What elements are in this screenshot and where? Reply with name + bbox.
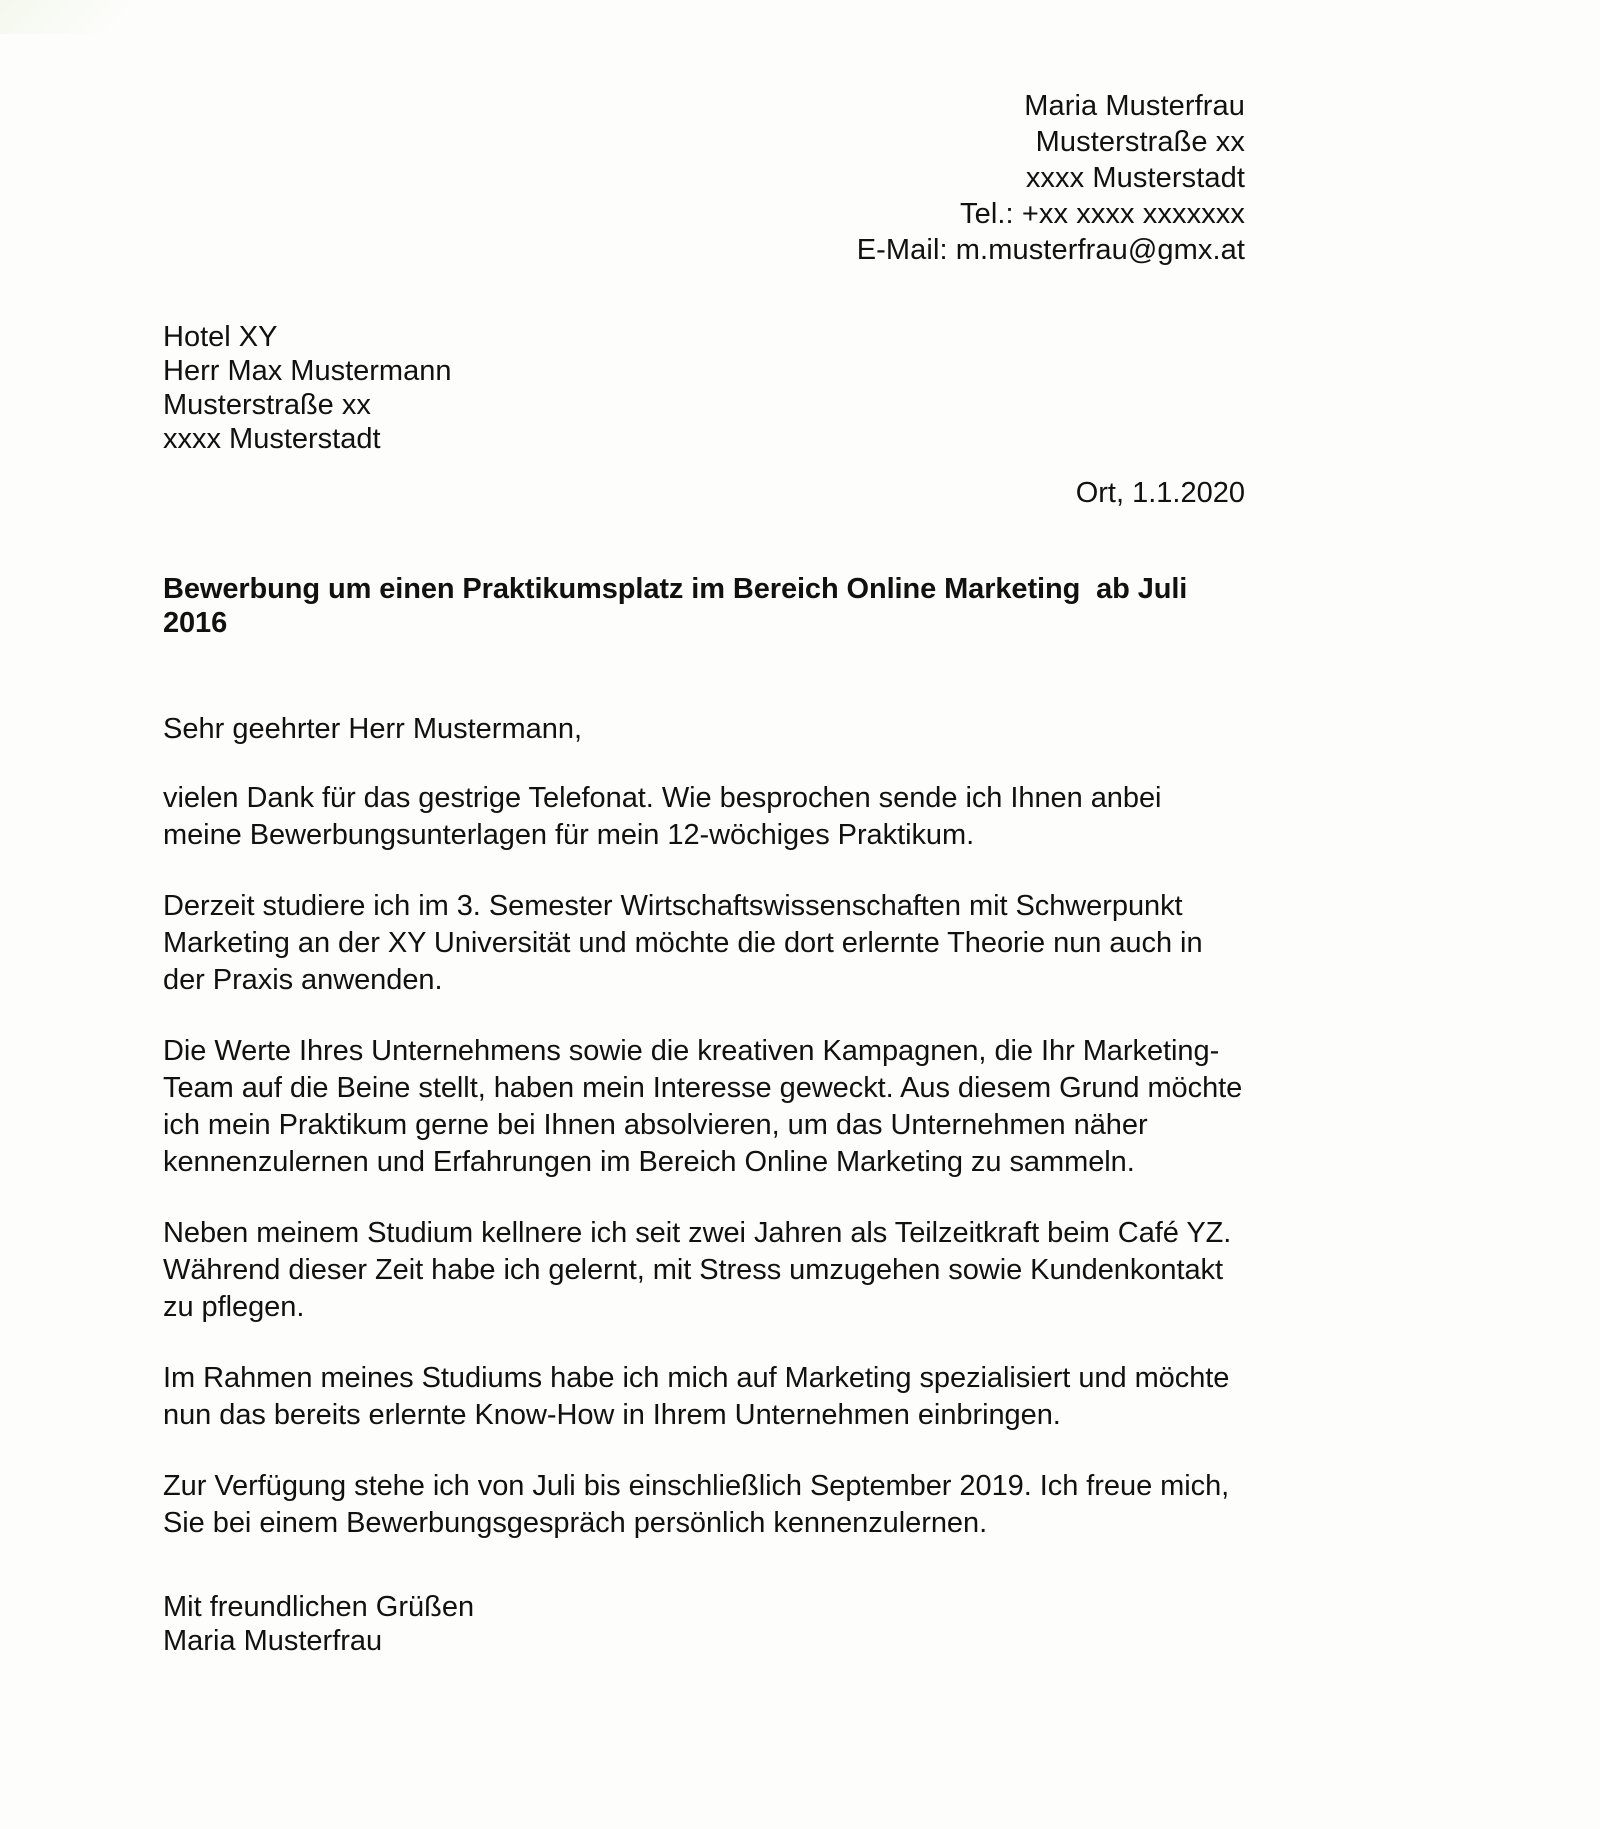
- sender-phone: Tel.: +xx xxxx xxxxxxx: [960, 198, 1245, 230]
- sender-city: xxxx Musterstadt: [1025, 162, 1245, 194]
- sender-address-block: [163, 88, 1245, 268]
- body-paragraph: Im Rahmen meines Studiums habe ich mich auf Marketing spezialisiert und möchte nun das bereits erlernte Know-How in Ihrem Unternehmen einbringen.: [163, 1362, 1238, 1431]
- salutation: Sehr geehrter Herr Mustermann,: [163, 713, 583, 745]
- recipient-company: Hotel XY: [163, 321, 278, 353]
- closing-phrase: Mit freundlichen Grüßen: [163, 1591, 475, 1623]
- subject-line: Bewerbung um einen Praktikumsplatz im Bereich Online Marketing ab Juli 2016: [163, 573, 1196, 639]
- scan-edge-tint: [0, 0, 130, 34]
- place-and-date: Ort, 1.1.2020: [1075, 477, 1245, 509]
- sender-email: E-Mail: m.musterfrau@gmx.at: [856, 234, 1245, 266]
- sender-street: Musterstraße xx: [1035, 126, 1245, 158]
- body-paragraph: Neben meinem Studium kellnere ich seit zwei Jahren als Teilzeitkraft beim Café YZ. Während dieser Zeit habe ich gelernt, mit Stress umzugehen sowie Kundenkontakt zu pflegen.: [163, 1217, 1240, 1323]
- body-paragraph: Derzeit studiere ich im 3. Semester Wirtschaftswissenschaften mit Schwerpunkt Marketing an der XY Universität und möchte die dort erlernte Theorie nun auch in der Praxis anwenden.: [163, 890, 1211, 996]
- recipient-address-block: [163, 320, 1245, 456]
- sender-name: Maria Musterfrau: [1024, 90, 1245, 122]
- recipient-street: Musterstraße xx: [163, 389, 371, 421]
- body-paragraph: vielen Dank für das gestrige Telefonat. Wie besprochen sende ich Ihnen anbei meine Bewerbungsunterlagen für mein 12-wöchiges Praktikum.: [163, 782, 1170, 851]
- letter-content: [163, 0, 1251, 1658]
- signature-name: Maria Musterfrau: [163, 1625, 383, 1657]
- closing-block: [163, 1590, 1245, 1658]
- body-text: [163, 780, 1251, 1542]
- recipient-name: Herr Max Mustermann: [163, 355, 452, 387]
- recipient-city: xxxx Musterstadt: [163, 423, 381, 455]
- body-paragraph: Die Werte Ihres Unternehmens sowie die kreativen Kampagnen, die Ihr Marketing-Team auf die Beine stellt, haben mein Interesse geweckt. Aus diesem Grund möchte ich mein Praktikum gerne bei Ihnen absolvieren, um das Unternehmen näher kennenzulernen und Erfahrungen im Bereich Online Marketing zu sammeln.: [163, 1035, 1251, 1178]
- body-paragraph: Zur Verfügung stehe ich von Juli bis einschließlich September 2019. Ich freue mich, Sie bei einem Bewerbungsgespräch persönlich kennenzulernen.: [163, 1470, 1238, 1539]
